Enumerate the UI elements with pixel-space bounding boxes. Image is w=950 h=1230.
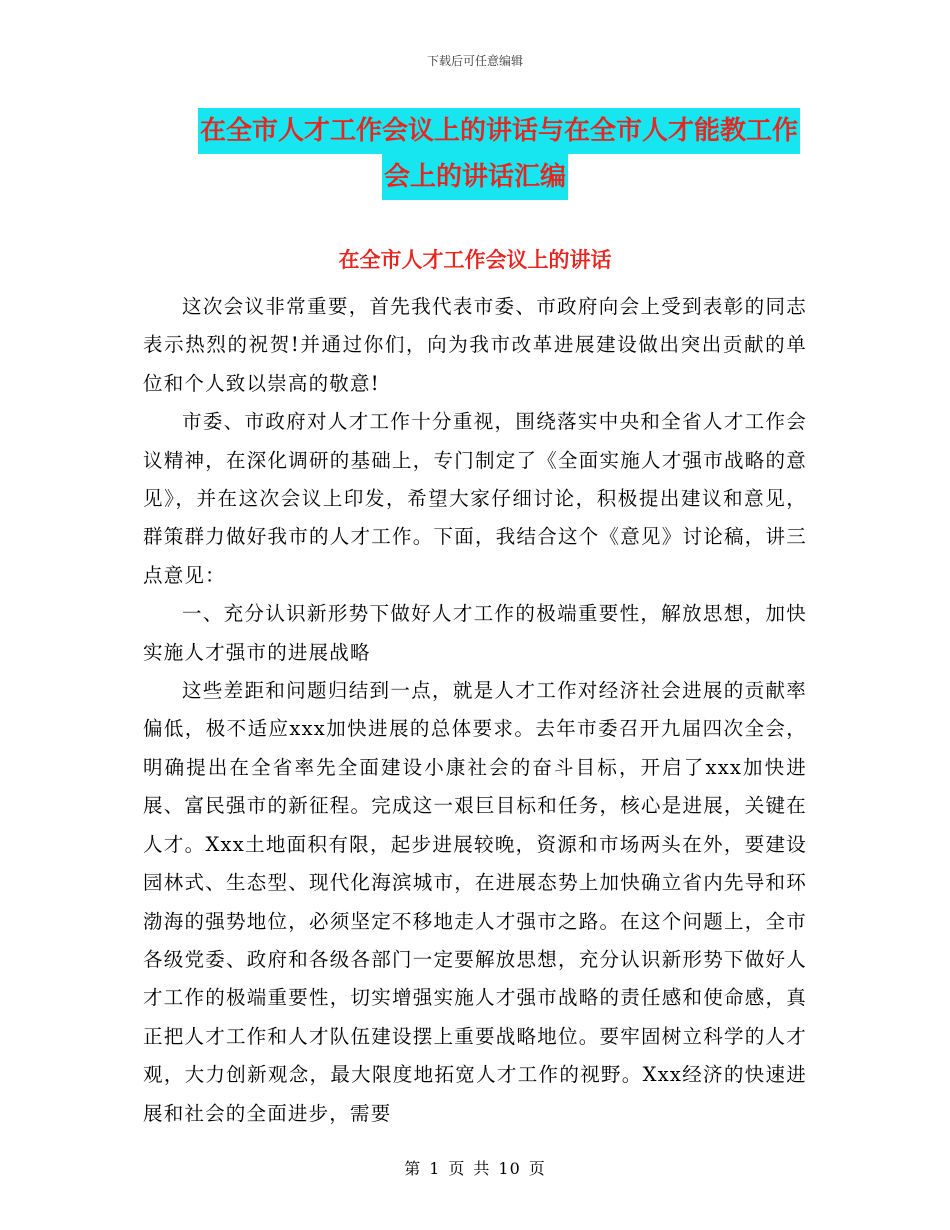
footer-middle: 页	[448, 1159, 466, 1178]
paragraph-heading: 一、充分认识新形势下做好人才工作的极端重要性，解放思想，加快实施人才强市的进展战略	[143, 602, 807, 664]
document-title-line2: 会上的讲话汇编	[382, 154, 568, 200]
page-footer	[0, 1156, 950, 1179]
footer-page-number: 1	[429, 1159, 441, 1178]
footer-total-prefix: 共	[473, 1159, 491, 1178]
footer-total-pages: 10	[498, 1159, 521, 1178]
paragraph: 这次会议非常重要，首先我代表市委、市政府向会上受到表彰的同志表示热烈的祝贺!并通过你们，向为我市改革进展建设做出突出贡献的单位和个人致以崇高的敬意!	[143, 295, 807, 395]
footer-prefix: 第	[404, 1159, 422, 1178]
footer-suffix: 页	[528, 1159, 546, 1178]
section-title: 在全市人才工作会议上的讲话	[338, 248, 612, 272]
page-header-note: 下载后可任意编辑	[426, 54, 523, 68]
document-title	[0, 108, 950, 200]
document-title-line1: 在全市人才工作会议上的讲话与在全市人才能教工作	[198, 108, 800, 154]
paragraph: 市委、市政府对人才工作十分重视，围绕落实中央和全省人才工作会议精神，在深化调研的基础上，专门制定了《全面实施人才强市战略的意见》，并在这次会议上印发，希望大家仔细讨论，积极提出建议和意见，群策群力做好我市的人才工作。下面，我结合这个《意见》讨论稿，讲三点意见：	[143, 410, 807, 587]
document-body	[143, 288, 807, 1133]
paragraph: 这些差距和问题归结到一点，就是人才工作对经济社会进展的贡献率偏低，极不适应xxx加快进展的总体要求。去年市委召开九届四次全会，明确提出在全省率先全面建设小康社会的奋斗目标，开启了xxx加快进展、富民强市的新征程。完成这一艰巨目标和任务，核心是进展，关键在人才。Xxx土地面积有限，起步进展较晚，资源和市场两头在外，要建设园林式、生态型、现代化海滨城市，在进展态势上加快确立省内先导和环渤海的强势地位，必须坚定不移地走人才强市之路。在这个问题上，全市各级党委、政府和各级各部门一定要解放思想，充分认识新形势下做好人才工作的极端重要性，切实增强实施人才强市战略的责任感和使命感，真正把人才工作和人才队伍建设摆上重要战略地位。要牢固树立科学的人才观，大力创新观念，最大限度地拓宽人才工作的视野。Xxx经济的快速进展和社会的全面进步，需要	[143, 679, 807, 1125]
